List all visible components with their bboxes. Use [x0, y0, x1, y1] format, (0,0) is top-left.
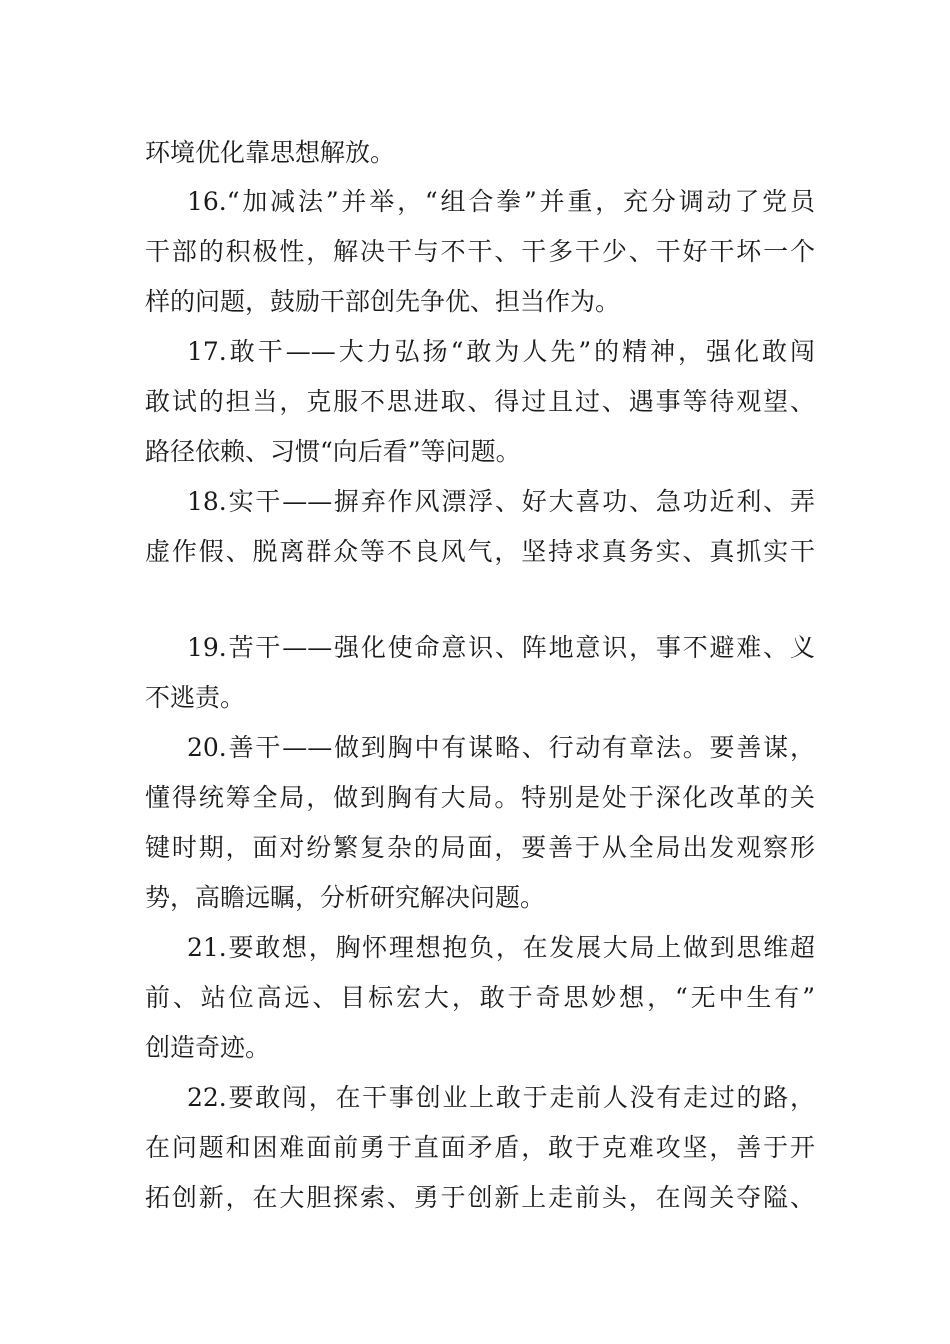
text-line: 虚作假、脱离群众等不良风气，坚持求真务实、真抓实干 [145, 537, 815, 566]
text-line: 环境优化靠思想解放。 [145, 138, 396, 167]
paragraph-20-line: 20.善干——做到胸中有谋略、行动有章法。要善谋， [187, 733, 815, 762]
text-line: 在问题和困难面前勇于直面矛盾，敢于克难攻坚，善于开 [145, 1133, 815, 1162]
paragraph-21-line: 21.要敢想，胸怀理想抱负，在发展大局上做到思维超 [187, 933, 815, 962]
text-line: 样的问题，鼓励干部创先争优、担当作为。 [145, 287, 621, 316]
text-line: 懂得统筹全局，做到胸有大局。特别是处于深化改革的关 [145, 783, 815, 812]
text-line: 前、站位高远、目标宏大，敢于奇思妙想，“无中生有” [145, 983, 815, 1012]
paragraph-17-line: 17.敢干——大力弘扬“敢为人先”的精神，强化敢闯 [187, 337, 815, 366]
paragraph-22-line: 22.要敢闯，在干事创业上敢于走前人没有走过的路， [187, 1083, 815, 1112]
text-line: 敢试的担当，克服不思进取、得过且过、遇事等待观望、 [145, 387, 815, 416]
text-line: 拓创新，在大胆探索、勇于创新上走前头，在闯关夺隘、 [145, 1183, 815, 1212]
text-line: 不逃责。 [145, 683, 246, 712]
paragraph-16-line: 16.“加减法”并举，“组合拳”并重，充分调动了党员 [187, 187, 815, 216]
text-line: 键时期，面对纷繁复杂的局面，要善于从全局出发观察形 [145, 833, 815, 862]
paragraph-19-line: 19.苦干——强化使命意识、阵地意识，事不避难、义 [187, 633, 815, 662]
text-line: 势，高瞻远瞩，分析研究解决问题。 [145, 883, 546, 912]
text-line: 路径依赖、习惯“向后看”等问题。 [145, 437, 521, 466]
paragraph-18-line: 18.实干——摒弃作风漂浮、好大喜功、急功近利、弄 [187, 487, 815, 516]
text-line: 创造奇迹。 [145, 1033, 271, 1062]
text-line: 干部的积极性，解决干与不干、干多干少、干好干坏一个 [145, 237, 815, 266]
